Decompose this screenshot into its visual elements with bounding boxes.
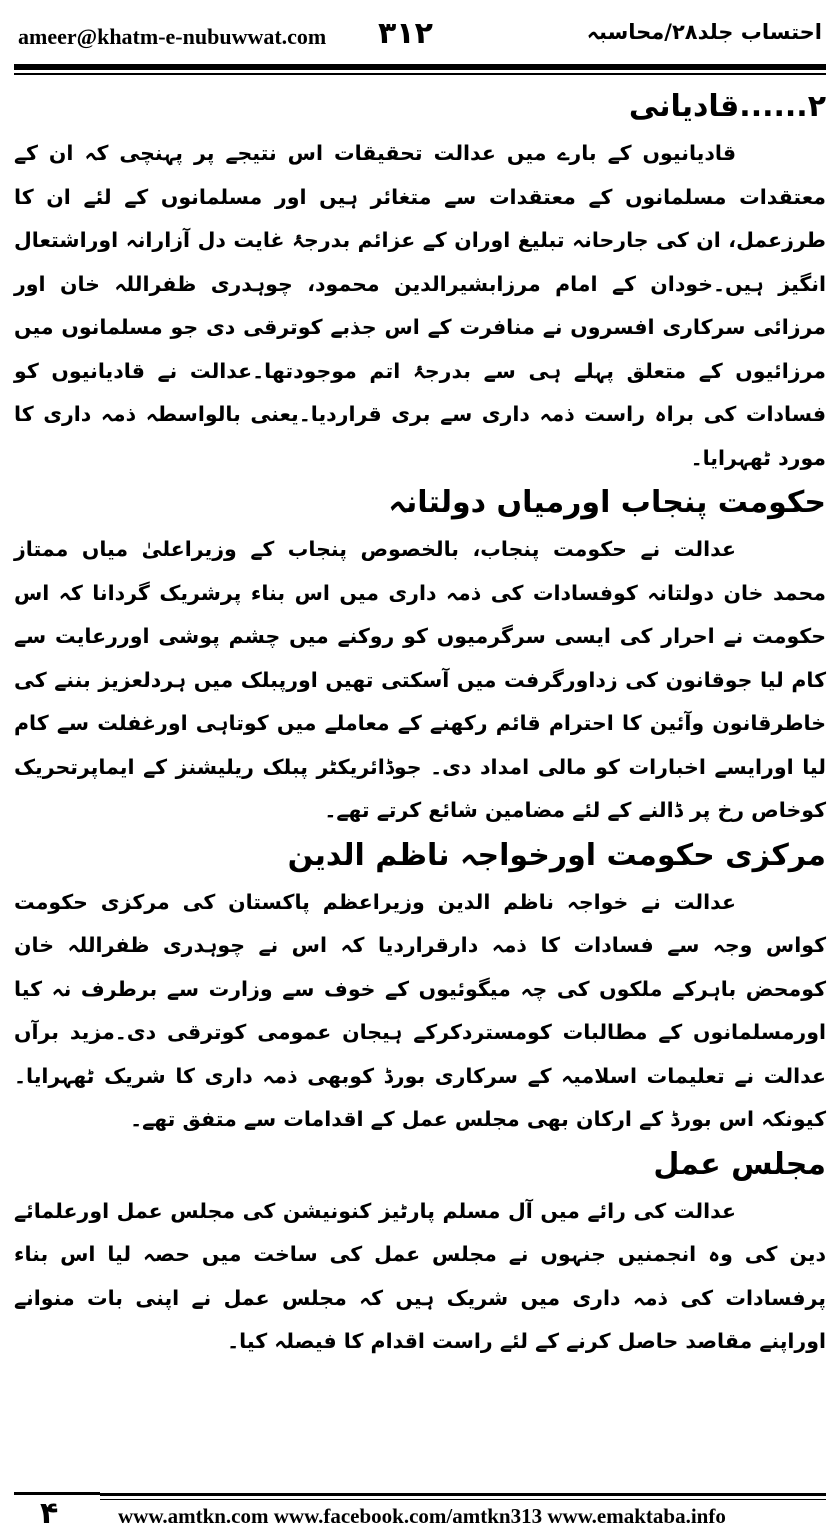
section-heading-central-government: مرکزی حکومت اورخواجہ ناظم الدین <box>287 837 826 873</box>
page-header <box>0 0 840 62</box>
footer-rule-thin <box>100 1499 826 1500</box>
header-rule-thin <box>14 73 826 75</box>
paragraph-majlis-amal: عدالت کی رائے میں آل مسلم پارٹیز کنونیشن کی مجلس عمل اورعلمائے دین کی وہ انجمنیں جنہوں نے مجلس عمل کی ساخت میں حصہ لیا اس بناء پرفسادات کی ذمہ داری میں شریک ہیں کہ مجلس عمل نے اپنی بات منوانے اوراپنے مقاصد حاصل کرنے کے لئے راست اقدام کا فیصلہ کیا۔ <box>14 1198 826 1353</box>
paragraph-punjab-government: عدالت نے حکومت پنجاب، بالخصوص پنجاب کے وزیراعلیٰ میاں ممتاز محمد خان دولتانہ کوفسادات کی ذمہ داری میں اس بناء پرشریک گردانا کہ اس حکومت نے احرار کی ایسی سرگرمیوں کو روکنے میں چشم پوشی اوررعایت سے کام لیا جوقانون کی زداورگرفت میں آسکتی تھیں اورپبلک میں ہردلعزیز بننے کی خاطرقانون وآئین کا احترام قائم رکھنے کے معاملے میں کوتاہی اورغفلت سے کام لیا اورایسے اخبارات کو مالی امداد دی۔ جوڈائریکٹر پبلک ریلیشنز کے ایماپرتحریک کوخاص رخ پر ڈالنے کے لئے مضامین شائع کرتے تھے۔ <box>14 537 826 822</box>
footer-links[interactable]: www.amtkn.com www.facebook.com/amtkn313 www.emaktaba.info <box>118 1504 726 1528</box>
header-email: ameer@khatm-e-nubuwwat.com <box>18 24 327 49</box>
paragraph-qadiani: قادیانیوں کے بارے میں عدالت تحقیقات اس نتیجے پر پہنچی کہ ان کے معتقدات مسلمانوں کے معتقدات سے متغائر ہیں اور مسلمانوں کے لئے ان کا طرزعمل، ان کی جارحانہ تبلیغ اوران کے عزائم بدرجۂ غایت دل آزارانہ اوراشتعال انگیز ہیں۔خودان کے امام مرزابشیرالدین محمود، چوہدری ظفراللہ خان اور مرزائی سرکاری افسروں نے منافرت کے اس جذبے کوترقی دی جو مسلمانوں میں مرزائیوں کے متعلق پہلے ہی سے بدرجۂ اتم موجودتھا۔عدالت نے قادیانیوں کو فسادات کی براہ راست ذمہ داری سے بری قراردیا۔یعنی بالواسطہ ذمہ داری کا مورد ٹھہرایا۔ <box>14 141 826 470</box>
section-heading-majlis-amal: مجلس عمل <box>653 1146 826 1182</box>
header-rule <box>14 64 826 70</box>
header-running-head: احتساب جلد۲۸/محاسبہ <box>586 20 822 44</box>
page-body <box>14 84 826 1464</box>
section-heading-punjab-government: حکومت پنجاب اورمیاں دولتانہ <box>388 485 826 520</box>
footer-rule <box>100 1493 826 1496</box>
section-heading-qadiani: ۲......قادیانی <box>628 89 826 124</box>
header-page-number: ۳۱۲ <box>378 16 433 51</box>
paragraph-central-government: عدالت نے خواجہ ناظم الدین وزیراعظم پاکستان کی مرکزی حکومت کواس وجہ سے فسادات کا ذمہ دارقراردیا کہ اس نے چوہدری ظفراللہ خان کومحض باہرکے ملکوں کی چہ میگوئیوں کے خوف سے وزارت سے برطرف نہ کیا اورمسلمانوں کے مطالبات کومستردکرکے ہیجان عمومی کوترقی دی۔مزید برآں عدالت نے تعلیمات اسلامیہ کے سرکاری بورڈ کوبھی ذمہ داری کا شریک ٹھہرایا۔ کیونکہ اس بورڈ کے ارکان بھی مجلس عمل کے اقدامات سے متفق تھے۔ <box>14 889 826 1131</box>
footer-page-number: ۴ <box>40 1496 59 1531</box>
